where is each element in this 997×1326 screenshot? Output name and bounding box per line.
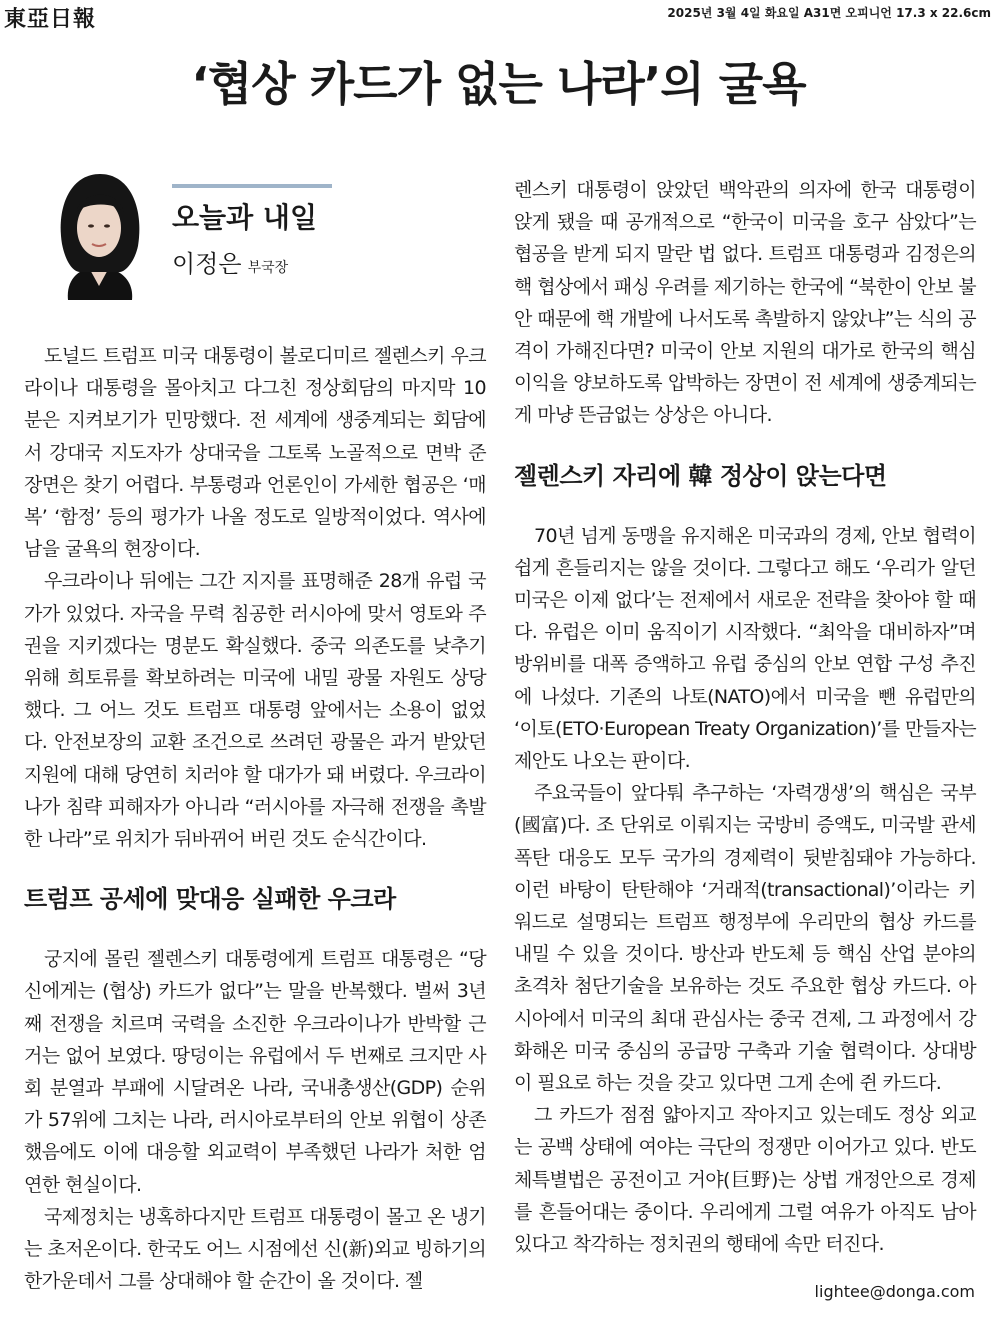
publication-info: 2025년 3월 4일 화요일 A31면 오피니언 17.3 x 22.6cm [667,6,991,20]
author-byline [172,244,288,279]
paragraph: 도널드 트럼프 미국 대통령이 볼로디미르 젤렌스키 우크라이나 대통령을 몰아치고 다그친 정상회담의 마지막 10분은 지켜보기가 민망했다. 전 세계에 생중계되는 회담에서 강대국 지도자가 상대국을 그토록 노골적으로 면박 준 장면은 찾기 어렵다. 부통령과 언론인이 가세한 협공은 ‘매복’ ‘함정’ 등의 평가가 나올 정도로 일방적이었다. 역사에 남을 굴욕의 현장이다. [24,345,486,561]
author-portrait [48,168,150,300]
paragraph: 궁지에 몰린 젤렌스키 대통령에게 트럼프 대통령은 “당신에게는 (협상) 카드가 없다”는 말을 반복했다. 벌써 3년째 전쟁을 치르며 국력을 소진한 우크라이나가 반박할 근거는 없어 보였다. 땅덩이는 유럽에서 두 번째로 크지만 사회 분열과 부패에 시달려온 나라, 국내총생산(GDP) 순위가 57위에 그치는 나라, 러시아로부터의 안보 위협이 상존했음에도 이에 대응할 외교력이 부족했던 나라가 처한 엄연한 현실이다. [24,948,486,1196]
headline: ‘협상 카드가 없는 나라’의 굴욕 [191,57,806,111]
newspaper-masthead: 東亞日報 [4,6,97,32]
column-title-rule [172,184,332,188]
paragraph: 그 카드가 점점 얇아지고 작아지고 있는데도 정상 외교는 공백 상태에 여야는 극단의 정쟁만 이어가고 있다. 반도체특별법은 공전이고 거야(巨野)는 상법 개정안으로 경제를 흔들어대는 중이다. 우리에게 그럴 여유가 아직도 남아있다고 착각하는 정치권의 행태에 속만 터진다. [514,1104,976,1256]
article-column-left [24,340,486,1297]
paragraph: 70년 넘게 동맹을 유지해온 미국과의 경제, 안보 협력이 쉽게 흔들리지는 않을 것이다. 그렇다고 해도 ‘우리가 알던 미국은 이제 없다’는 전제에서 새로운 전략을 찾아야 할 때다. 유럽은 이미 움직이기 시작했다. “최악을 대비하자”며 방위비를 대폭 증액하고 유럽 중심의 안보 연합 구성 추진에 나섰다. 기존의 나토(NATO)에서 미국을 뺀 유럽만의 ‘이토(ETO·European Treaty Organization)’를 만들자는 제안도 나오는 판이다. [514,524,976,773]
paragraph-continued: 렌스키 대통령이 앉았던 백악관의 의자에 한국 대통령이 앉게 됐을 때 공개적으로 “한국이 미국을 호구 삼았다”는 협공을 받게 되지 말란 법 없다. 트럼프 대통령과 김정은의 핵 협상에서 패싱 우려를 제기하는 한국에 “북한이 안보 불안 때문에 핵 개발에 나서도록 촉발하지 않았냐”는 식의 공격이 가해진다면? 미국이 안보 지원의 대가로 한국의 핵심 이익을 양보하도록 압박하는 장면이 전 세계에 생중계되는 게 마냥 뜬금없는 상상은 아니다. [514,179,976,427]
subheading: 젤렌스키 자리에 韓 정상이 앉는다면 [514,461,887,490]
author-role: 부국장 [247,260,289,276]
author-email: lightee@donga.com [814,1282,975,1301]
article-column-right [514,174,976,1260]
subheading: 트럼프 공세에 맞대응 실패한 우크라 [24,885,396,914]
author-name: 이정은 [172,250,242,278]
paragraph: 우크라이나 뒤에는 그간 지지를 표명해준 28개 유럽 국가가 있었다. 자국을 무력 침공한 러시아에 맞서 영토와 주권을 지키겠다는 명분도 확실했다. 중국 의존도를 낮추기 위해 희토류를 확보하려는 미국에 내밀 광물 자원도 상당했다. 그 어느 것도 트럼프 대통령 앞에서는 소용이 없었다. 안전보장의 교환 조건으로 쓰려던 광물은 과거 받았던 지원에 대해 당연히 치러야 할 대가가 돼 버렸다. 우크라이나가 침략 피해자가 아니라 “러시아를 자극해 전쟁을 촉발한 나라”로 위치가 뒤바뀌어 버린 것도 순식간이다. [24,570,486,851]
column-title: 오늘과 내일 [172,201,317,234]
paragraph: 국제정치는 냉혹하다지만 트럼프 대통령이 몰고 온 냉기는 초저온이다. 한국도 어느 시점에선 신(新)외교 빙하기의 한가운데서 그를 상대해야 할 순간이 올 것이다. 젤 [24,1205,486,1293]
paragraph: 주요국들이 앞다퉈 추구하는 ‘자력갱생’의 핵심은 국부(國富)다. 조 단위로 이뤄지는 국방비 증액도, 미국발 관세 폭탄 대응도 모두 국가의 경제력이 뒷받침돼야 가능하다. 이런 바탕이 탄탄해야 ‘거래적(transactional)’이라는 키워드로 설명되는 트럼프 행정부에 우리만의 협상 카드를 내밀 수 있을 것이다. 방산과 반도체 등 핵심 산업 분야의 초격차 첨단기술을 보유하는 것도 주요한 협상 카드다. 아시아에서 미국의 최대 관심사는 중국 견제, 그 과정에서 강화해온 미국 중심의 공급망 구축과 기술 협력이다. 상대방이 필요로 하는 것을 갖고 있다면 그게 손에 쥔 카드다. [514,782,976,1095]
